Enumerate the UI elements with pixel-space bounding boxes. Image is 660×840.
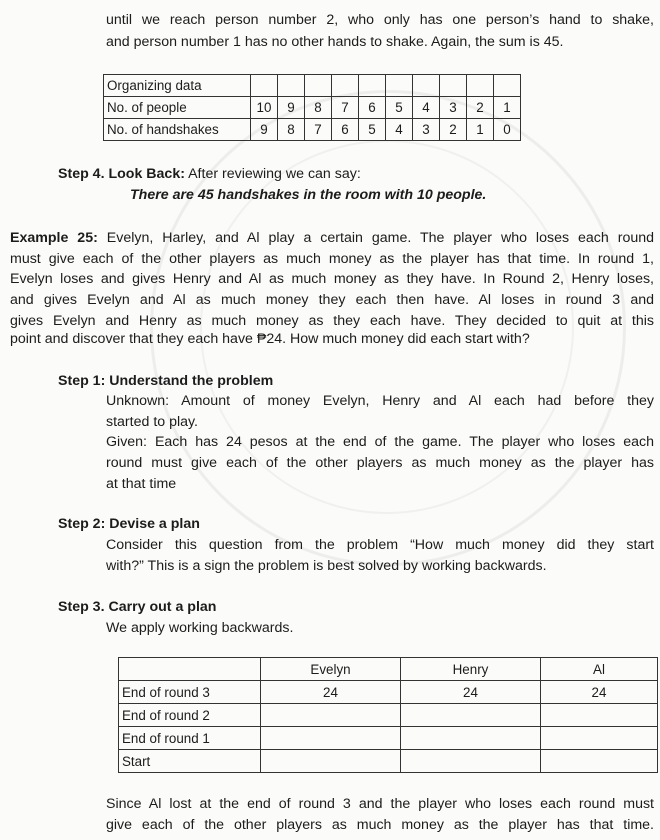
table-cell: [261, 704, 401, 727]
example25-line-5: gives Evelyn and Henry as much money as they each have. They decided to quit at this: [10, 313, 654, 329]
intro-line-2: and person number 1 has no other hands to shake. Again, the sum is 45.: [106, 34, 564, 50]
table-cell: 4: [386, 119, 413, 141]
table-cell: [401, 704, 541, 727]
step3-line: We apply working backwards.: [106, 620, 294, 636]
row-label: End of round 3: [119, 681, 261, 704]
handshake-table: [103, 74, 521, 141]
rounds-table: [118, 657, 658, 773]
example25-line-1: [10, 228, 654, 249]
table-row: [104, 119, 521, 141]
column-header-al: Al: [541, 658, 658, 681]
table-cell: 4: [413, 97, 440, 119]
table-cell: 9: [278, 97, 305, 119]
table-cell: [494, 75, 521, 97]
row-label: End of round 2: [119, 704, 261, 727]
step2-title: Step 2: Devise a plan: [58, 516, 200, 532]
column-header-henry: Henry: [401, 658, 541, 681]
table-cell: 2: [440, 119, 467, 141]
column-header-evelyn: Evelyn: [261, 658, 401, 681]
table-cell: 10: [251, 97, 278, 119]
intro-line-1: until we reach person number 2, who only has one person’s hand to shake,: [106, 12, 654, 28]
table-header-row: [119, 658, 658, 681]
table-row: [119, 750, 658, 773]
table-cell: [541, 727, 658, 750]
step4-label: Step 4. Look Back:: [58, 166, 185, 182]
table-cell: 1: [467, 119, 494, 141]
table-cell: 6: [359, 97, 386, 119]
table-cell: [401, 727, 541, 750]
table-cell: 8: [305, 97, 332, 119]
table-cell: [440, 75, 467, 97]
table-cell: [401, 750, 541, 773]
step1-line-4: round must give each of the other players as much money as the player has: [106, 455, 654, 471]
example25-text: Evelyn, Harley, and Al play a certain game. The player who loses each round: [97, 230, 655, 246]
table-header-row: [104, 75, 521, 97]
table-cell: 3: [440, 97, 467, 119]
table-cell: 1: [494, 97, 521, 119]
table-cell: [261, 750, 401, 773]
step2-line-1: Consider this question from the problem “How much money did they start: [106, 537, 654, 553]
table-row: [119, 727, 658, 750]
step2-line-2: with?” This is a sign the problem is best solved by working backwards.: [106, 558, 547, 574]
example25-line-2: must give each of the other players as much money as the player has that time. In round 1,: [10, 251, 654, 267]
table-row: [104, 97, 521, 119]
example25-label: Example 25:: [10, 230, 98, 246]
table-cell: 24: [401, 681, 541, 704]
table-cell: [305, 75, 332, 97]
table-cell: [261, 727, 401, 750]
step4-line: [58, 164, 361, 184]
example25-line-4: and gives Evelyn and Al as much money they each then have. Al loses in round 3 and: [10, 292, 654, 308]
example25-line-3: Evelyn loses and gives Henry and Al as much money as they have. In Round 2, Henry loses,: [10, 271, 654, 287]
step4-text: After reviewing we can say:: [184, 166, 361, 182]
step1-title: Step 1: Understand the problem: [58, 373, 274, 389]
step1-line-3: Given: Each has 24 pesos at the end of the game. The player who loses each: [106, 434, 654, 450]
table-cell: 8: [278, 119, 305, 141]
table-cell: [278, 75, 305, 97]
table-cell: 24: [541, 681, 658, 704]
table-cell: [332, 75, 359, 97]
table-cell: 9: [251, 119, 278, 141]
table-row: [119, 704, 658, 727]
table-cell: [359, 75, 386, 97]
table-cell: 7: [305, 119, 332, 141]
row-label: End of round 1: [119, 727, 261, 750]
table-cell: 6: [332, 119, 359, 141]
table-row: [119, 681, 658, 704]
step1-line-2: started to play.: [106, 414, 199, 430]
table-cell: 3: [413, 119, 440, 141]
table-cell: [541, 704, 658, 727]
table-cell: 5: [359, 119, 386, 141]
row-label: No. of people: [104, 97, 251, 119]
table-cell: [251, 75, 278, 97]
example25-line-6: point and discover that they each have ₱24. How much money did each start with?: [10, 331, 530, 347]
step3-title: Step 3. Carry out a plan: [58, 599, 217, 615]
table-cell: 7: [332, 97, 359, 119]
table-header-cell: Organizing data: [104, 75, 251, 97]
table-cell: [467, 75, 494, 97]
closing-line-2: give each of the other players as much money as the player has that time.: [106, 817, 654, 833]
table-cell: [413, 75, 440, 97]
table-cell: [541, 750, 658, 773]
row-label: Start: [119, 750, 261, 773]
table-cell: [119, 658, 261, 681]
table-cell: 5: [386, 97, 413, 119]
row-label: No. of handshakes: [104, 119, 251, 141]
table-cell: [386, 75, 413, 97]
step1-line-5: at that time: [106, 476, 177, 492]
table-cell: 0: [494, 119, 521, 141]
step1-line-1: Unknown: Amount of money Evelyn, Henry and Al each had before they: [106, 393, 654, 409]
table-cell: 24: [261, 681, 401, 704]
closing-line-1: Since Al lost at the end of round 3 and the player who loses each round must: [106, 796, 654, 812]
step4-conclusion: There are 45 handshakes in the room with 10 people.: [130, 187, 487, 203]
table-cell: 2: [467, 97, 494, 119]
